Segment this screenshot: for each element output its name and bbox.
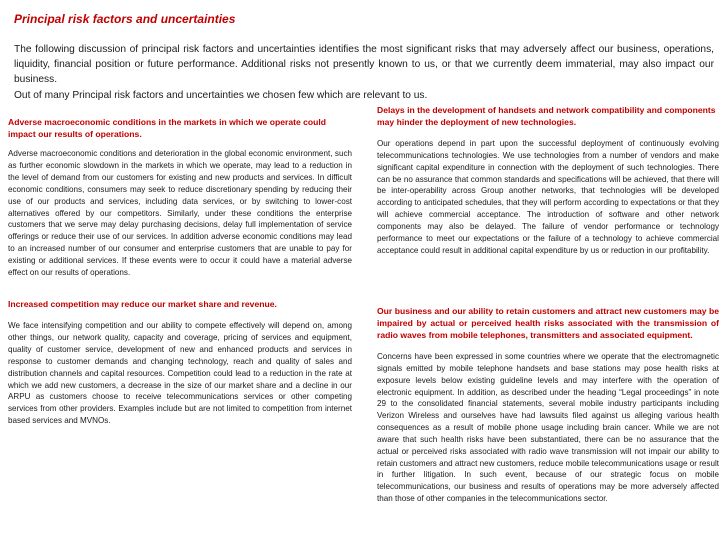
section-heading: Adverse macroeconomic conditions in the markets in which we operate could impact our results of operations. [8,117,327,139]
intro-paragraph: The following discussion of principal risk factors and uncertainties identifies the most significant risks that may adversely affect our business, operations, liquidity, financial position or future performance. Additional risks not presently known to us, or that we currently deem immaterial, may also impact our business. [14,44,714,85]
section-heading: Delays in the development of handsets and network compatibility and components may hinder the deployment of new technologies. [377,105,716,127]
section-heading: Our business and our ability to retain customers and attract new customers may be impaired by actual or perceived health risks associated with the transmission of radio waves from mobile telephones, transmitters and associated equipment. [377,306,719,340]
section-heading: Increased competition may reduce our market share and revenue. [8,299,277,309]
section-health [377,305,719,505]
section-macroeconomic [8,116,352,279]
section-body: We face intensifying competition and our ability to compete effectively will depend on, among other things, our network quality, capacity and coverage, pricing of services and equipment, quality of customer service, development of new and enhanced products and services in response to customer demands and changing technology, reach and quality of sales and distribution channels and capital resources. Competition could lead to a reduction in the rate at which we add new customers, a decrease in the size of our market share and a decline in our ARPU as customers choose to receive telecommunications services or other competing services from other providers. Examples include but are not limited to competition from internet based services and MVNOs. [8,321,352,426]
section-body: Our operations depend in part upon the successful deployment of continuously evolving telecommunications technologies. We use technologies from a number of vendors and make significant capital expenditure in connection with the deployment of such technologies. There can be no assurance that common standards and specifications will be achieved, that there will be inter-operability across Group another networks, that technologies will be developed according to anticipated schedules, that they will perform according to expectations or that they will achieve commercial acceptance. The introduction of software and other network components may also be delayed. The failure of vendor performance or technology performance to meet our expectations or the failure of a technology to achieve commercial acceptance could result in additional capital expenditure by us or reduction in our profitability. [377,139,719,255]
intro-note: Out of many Principal risk factors and uncertainties we chosen few which are relevant to us. [14,90,428,101]
section-body: Concerns have been expressed in some countries where we operate that the electromagnetic signals emitted by mobile telephone handsets and base stations may pose health risks at exposure levels below existing guideline levels and may interfere with the operation of electronic equipment. In addition, as described under the heading “Legal proceedings” in note 29 to the consolidated financial statements, several mobile industry participants including Verizon Wireless and ourselves have had lawsuits filed against us alleging various health consequences as a result of mobile phone usage including brain cancer. While we are not aware that such health risks have been substantiated, there can be no assurance that the actual or perceived risks associated with radio wave transmission will not impair our ability to retain customers and attract new customers, reduce mobile telecommunications usage or result in further litigation. In such event, because of our strategic focus on mobile telecommunications, our business and results of operations may be more adversely affected than those of other companies in the telecommunications sector. [377,352,719,504]
section-competition [8,298,352,427]
page-title: Principal risk factors and uncertainties [14,12,236,26]
section-body: Adverse macroeconomic conditions and deterioration in the global economic environment, such as further economic slowdown in the markets in which we operate, may lead to a reduction in the level of demand from our customers for existing and new products and services. In difficult economic conditions, consumers may seek to reduce discretionary spending by reducing their use of our products and services, including data services, or by switching to lower-cost alternatives offered by our competitors. Similarly, under these conditions the enterprise customers that we serve may delay purchasing decisions, delay full implementation of service offerings or reduce their use of our services. In addition adverse economic conditions may lead to an increased number of our consumer and enterprise customers that are unable to pay for existing or additional services. If these events were to occur it could have a material adverse effect on our results of operations. [8,149,352,278]
section-delays [377,104,719,256]
